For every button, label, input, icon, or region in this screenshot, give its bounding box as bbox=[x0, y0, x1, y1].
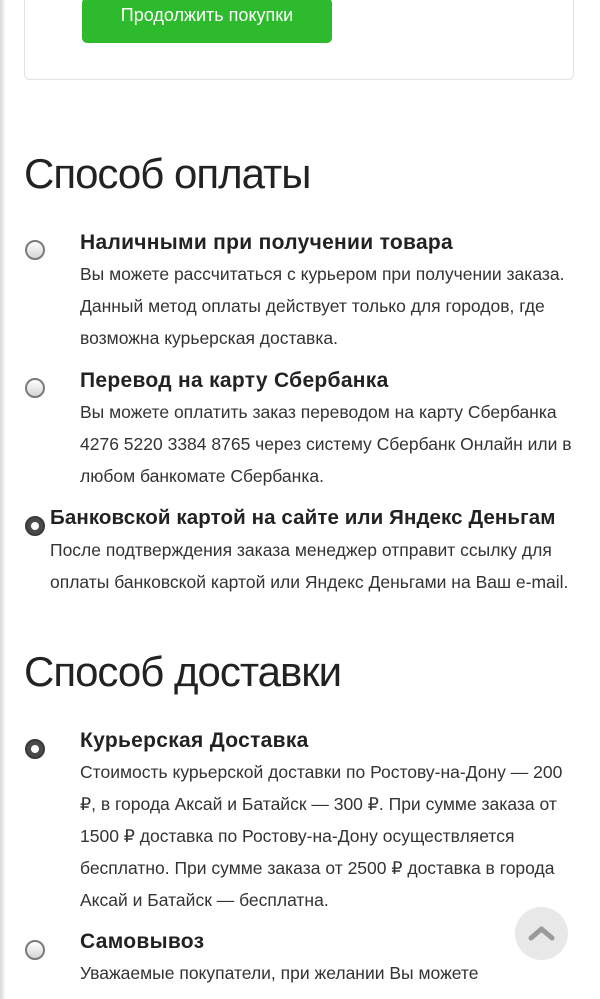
delivery-pickup-description: Уважаемые покупатели, при желании Вы можете bbox=[80, 963, 479, 983]
payment-cash-radio[interactable] bbox=[25, 240, 45, 260]
payment-online-card-label: Банковской картой на сайте или Яндекс Деньгам bbox=[50, 506, 556, 529]
payment-sberbank-description: Вы можете оплатить заказ переводом на карту Сбербанка 4276 5220 3384 8765 через систему Сбербанк Онлайн или в любом банкомате Сбербанка. bbox=[80, 402, 572, 486]
delivery-courier-radio[interactable] bbox=[25, 739, 45, 759]
continue-shopping-button[interactable] bbox=[82, 0, 332, 43]
chevron-up-icon bbox=[528, 925, 555, 941]
delivery-pickup-label: Самовывоз bbox=[80, 930, 205, 953]
continue-shopping-label: Продолжить покупки bbox=[120, 4, 294, 25]
payment-online-card-radio[interactable] bbox=[25, 516, 45, 536]
payment-cash-description: Вы можете рассчитаться с курьером при получении заказа. Данный метод оплаты действует только для городов, где возможна курьерская доставка. bbox=[80, 264, 565, 348]
payment-online-card-description: После подтверждения заказа менеджер отправит ссылку для оплаты банковской картой или Яндекс Деньгами на Ваш e-mail. bbox=[50, 540, 569, 592]
payment-cash-label: Наличными при получении товара bbox=[80, 231, 454, 254]
delivery-section-title: Способ доставки bbox=[24, 648, 342, 695]
payment-sberbank-label: Перевод на карту Сбербанка bbox=[80, 369, 389, 392]
delivery-pickup-radio[interactable] bbox=[25, 940, 45, 960]
left-edge-shadow bbox=[0, 0, 6, 999]
payment-section-title: Способ оплаты bbox=[24, 150, 311, 197]
payment-sberbank-radio[interactable] bbox=[25, 378, 45, 398]
delivery-courier-label: Курьерская Доставка bbox=[80, 729, 309, 752]
scroll-to-top-button[interactable] bbox=[515, 907, 568, 960]
delivery-courier-description: Стоимость курьерской доставки по Ростову-на-Дону — 200 ₽, в города Аксай и Батайск — 300 ₽. При сумме заказа от 1500 ₽ доставка по Ростову-на-Дону осуществляется бесплатно. При сумме заказа от 2500 ₽ доставка в города Аксай и Батайск — бесплатна. bbox=[80, 762, 563, 910]
